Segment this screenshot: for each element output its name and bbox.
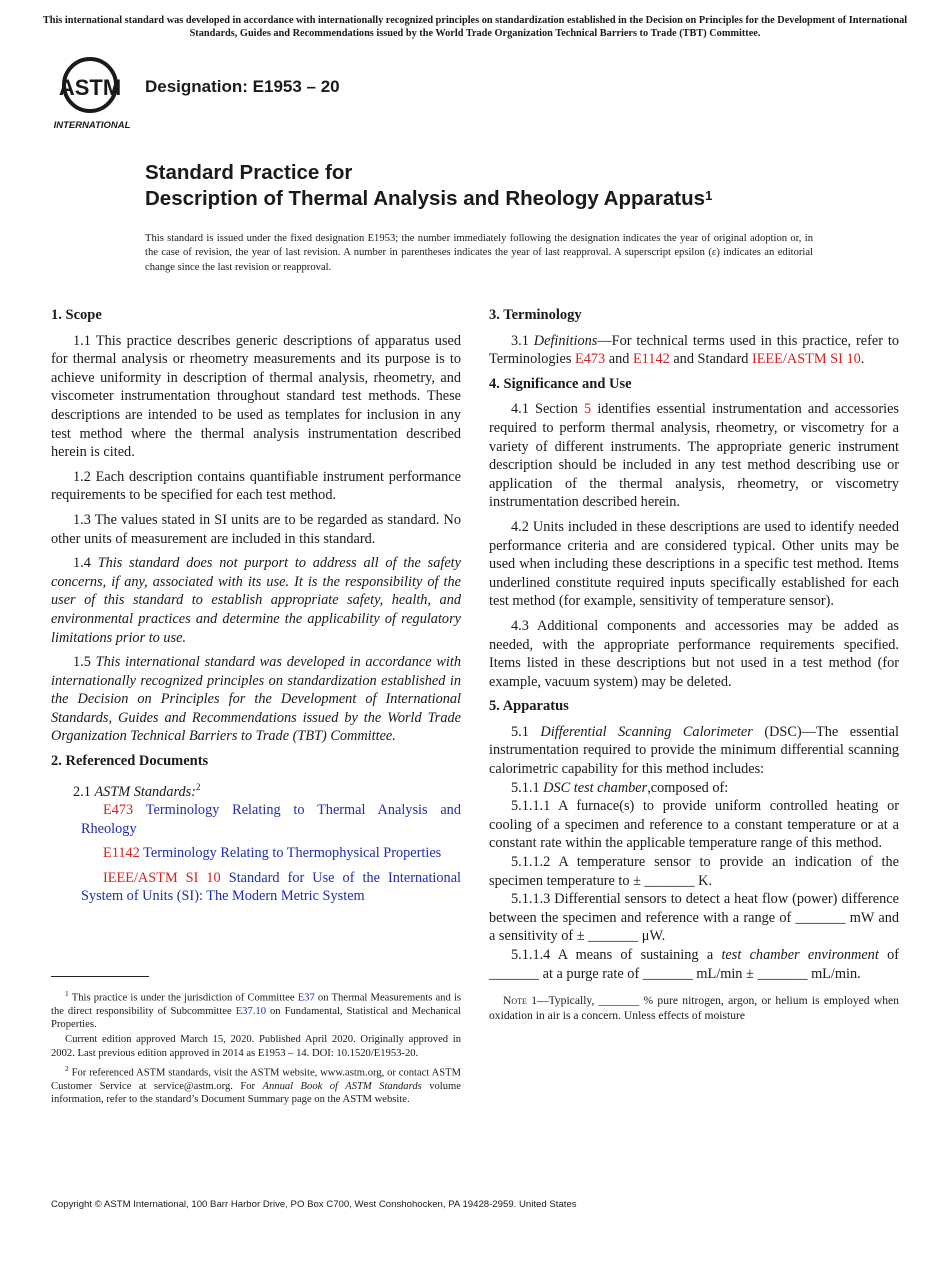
ref-title[interactable]: Terminology Relating to Thermophysical Properties bbox=[143, 845, 442, 862]
para-5-1-1-3: 5.1.1.3 Differential sensors to detect a heat flow (power) difference between the specimen and reference with a range of _______ mW and a sensitivity of ± _______ μW. bbox=[489, 891, 899, 945]
para-1-5-num: 1.5 bbox=[73, 654, 96, 671]
footnotes bbox=[51, 987, 461, 1108]
astm-logo bbox=[52, 55, 136, 133]
para-4-1-text-b: identifies essential instrumentation and accessories required to perform thermal analysis, rheometry, or viscometry for a variety of different instruments. The appropriate generic instrument description should be included in any test method describing use or application of the thermal analysis, rheometry, or viscometry instrumentation described herein. bbox=[489, 401, 899, 511]
para-1-4-text: This standard does not purport to address all of the safety concerns, if any, associated with its use. It is the responsibility of the user of this standard to establish appropriate safety, health, and environmental practices and determine the applicability of regulatory limitations prior to use. bbox=[51, 555, 461, 646]
para-4-1-text-a: 4.1 Section bbox=[511, 401, 585, 418]
para-2-1 bbox=[51, 778, 461, 801]
para-1-3: 1.3 The values stated in SI units are to be regarded as standard. No other units of measurement are included in this standard. bbox=[51, 511, 461, 547]
ref-title[interactable]: Terminology Relating to Thermal Analysis and Rheology bbox=[81, 802, 461, 837]
section-4-heading: 4. Significance and Use bbox=[489, 375, 632, 392]
link-si10[interactable]: IEEE/ASTM SI 10 bbox=[751, 351, 861, 368]
ref-title[interactable]: Standard for Use of the International System of Units (SI): The Modern Metric System bbox=[81, 869, 462, 905]
chamber-environment-term: test chamber environment bbox=[721, 947, 879, 963]
footnote-1-text-b: on Thermal Measurements and is the direct responsibility of Subcommittee bbox=[51, 992, 462, 1017]
footnote-1 bbox=[51, 987, 461, 1031]
copyright-line: Copyright © ASTM International, 100 Barr Harbor Drive, PO Box C700, West Conshohocken, PA 19428-2959. United States bbox=[51, 1199, 577, 1210]
section-5-heading: 5. Apparatus bbox=[489, 698, 569, 715]
title-line-2 bbox=[145, 186, 712, 212]
footnote-1-text-a: This practice is under the jurisdiction of Committee bbox=[71, 992, 298, 1004]
para-5-1-1 bbox=[489, 779, 899, 798]
section-2-heading: 2. Referenced Documents bbox=[51, 753, 209, 770]
link-section-5[interactable]: 5 bbox=[584, 401, 592, 418]
para-5-1-num: 5.1 bbox=[511, 723, 541, 740]
footnote-2-num: 2 bbox=[65, 1064, 69, 1074]
para-1-2: 1.2 Each description contains quantifiable instrument performance requirements to be specified for each test method. bbox=[51, 468, 461, 504]
para-4-2: 4.2 Units included in these descriptions are used to identify needed performance criteria and are considered typical. Other units may be used when including these descriptions in a specific test method. Items underlined constitute required inputs specifically established for each test method (for example, sensitivity of temperature sensor). bbox=[489, 518, 899, 610]
reference-si10[interactable] bbox=[51, 869, 461, 906]
footnote-ref-2: 2 bbox=[196, 781, 201, 792]
definitions-term: Definitions bbox=[533, 332, 598, 349]
link-e473[interactable]: E473 bbox=[574, 351, 606, 368]
para-5-1-1-4 bbox=[489, 946, 899, 983]
para-4-1 bbox=[489, 400, 899, 512]
left-column bbox=[51, 306, 461, 912]
para-3-1-num: 3.1 bbox=[511, 332, 534, 349]
footnote-2-italic: Annual Book of ASTM Standards bbox=[262, 1080, 422, 1092]
edition-info: Current edition approved March 15, 2020. Published April 2020. Originally approved in 2002. Last previous edition approved in 2014 as E1953 – 14. DOI: 10.1520/E1953-20. bbox=[51, 1034, 461, 1059]
footnote-1-num: 1 bbox=[65, 989, 69, 998]
para-3-1-text-b: and bbox=[605, 351, 633, 368]
link-e1142[interactable]: E1142 bbox=[632, 351, 670, 368]
para-5-1 bbox=[489, 723, 899, 779]
dsc-term: Differential Scanning Calorimeter bbox=[540, 723, 753, 740]
note-1-text: —Typically, _______ % pure nitrogen, argon, or helium is employed when oxidation in air is a concern. Unless effects of moisture bbox=[489, 994, 899, 1023]
para-5-1-1-1: 5.1.1.1 A furnace(s) to provide uniform controlled heating or cooling of a specimen and reference to a constant temperature or at a constant rate within the applicable temperature range of this method. bbox=[489, 798, 899, 852]
footnote-2 bbox=[51, 1062, 461, 1106]
para-2-1-text: ASTM Standards: bbox=[94, 783, 196, 800]
reference-e1142[interactable] bbox=[51, 844, 461, 863]
logo-international: INTERNATIONAL bbox=[53, 120, 131, 131]
section-3-heading: 3. Terminology bbox=[489, 307, 582, 323]
para-3-1-text-a: —For technical terms used in this practice, refer to Terminologies bbox=[489, 332, 899, 368]
para-1-4 bbox=[51, 554, 461, 647]
para-3-1 bbox=[489, 332, 899, 369]
para-5-1-1-text: ,composed of: bbox=[647, 779, 729, 796]
para-5-1-1-num: 5.1.1 bbox=[511, 779, 544, 796]
para-1-1: 1.1 This practice describes generic descriptions of apparatus used for thermal analysis or rheometry measurements and its purpose is to achieve uniformity in description of thermal analysis, rheometry, and viscometer instrumentation throughout standard test methods. These descriptions are intended to be used as templates for inclusion in any test method where the thermal analysis instrumentation described herein is cited. bbox=[51, 332, 461, 461]
committee-link[interactable]: E37 bbox=[297, 992, 315, 1004]
note-1 bbox=[489, 993, 899, 1024]
international-standard-notice: This international standard was developed in accordance with internationally recognized principles on standardization established in the Decision on Principles for the Development of International Standards, Guides and Recommendations issued by the World Trade Organization Technical Barriers to Trade (TBT) Committee. bbox=[42, 15, 908, 39]
para-1-4-num: 1.4 bbox=[73, 555, 98, 572]
issued-statement: This standard is issued under the fixed designation E1953; the number immediately following the designation indicates the year of original adoption or, in the case of revision, the year of last revision. A number in parentheses indicates the year of last reapproval. A superscript epsilon (ε) indicates an editorial change since the last revision or reapproval. bbox=[145, 233, 813, 273]
ref-code[interactable]: E1142 bbox=[103, 845, 140, 862]
document-title bbox=[145, 160, 712, 212]
footnote-2-text-b: volume information, refer to the standard’s Document Summary page on the ASTM website. bbox=[51, 1080, 461, 1106]
right-column bbox=[489, 306, 899, 1024]
para-1-5 bbox=[51, 653, 461, 746]
para-1-5-text: This international standard was developed in accordance with internationally recognized principles on standardization established in the Decision on Principles for the Development of International Standards, Guides and Recommendations issued by the World Trade Organization Technical Barriers to Trade (TBT) Committee. bbox=[51, 654, 461, 745]
footnote-2-text-a: For referenced ASTM standards, visit the ASTM website, www.astm.org, or contact ASTM Customer Service at service@astm.org. For bbox=[51, 1067, 461, 1092]
footnote-1-text-c: on Fundamental, Statistical and Mechanical Properties. bbox=[51, 1005, 461, 1031]
designation: Designation: E1953 – 20 bbox=[145, 77, 340, 96]
para-3-1-text-c: and Standard bbox=[669, 351, 752, 368]
title-footnote-ref: 1 bbox=[705, 188, 713, 203]
ref-code[interactable]: IEEE/ASTM SI 10 bbox=[103, 869, 221, 886]
para-4-3: 4.3 Additional components and accessories may be added as needed, with the appropriate performance requirements specified. Items listed in these descriptions but not used in a test method (for example, vacuum system) may be deleted. bbox=[489, 617, 899, 690]
reference-e473[interactable] bbox=[51, 801, 461, 838]
title-line-1: Standard Practice for bbox=[145, 161, 353, 184]
note-1-label: Note 1 bbox=[503, 994, 537, 1008]
dsc-chamber-term: DSC test chamber bbox=[543, 779, 648, 796]
title-line-2-text: Description of Thermal Analysis and Rheology Apparatus bbox=[145, 187, 706, 210]
para-5-1-1-4-text-b: of _______ at a purge rate of _______ mL/min ± _______ mL/min. bbox=[489, 947, 899, 982]
logo-letters: ASTM bbox=[58, 75, 122, 100]
para-5-1-text: (DSC)—The essential instrumentation required to provide the minimum differential scanning calorimetric capability for this method includes: bbox=[489, 723, 899, 778]
para-2-1-num: 2.1 bbox=[73, 783, 95, 800]
section-1-heading: 1. Scope bbox=[51, 307, 102, 323]
footnote-divider bbox=[51, 976, 149, 977]
subcommittee-link[interactable]: E37.10 bbox=[235, 1005, 267, 1017]
para-5-1-1-2: 5.1.1.2 A temperature sensor to provide an indication of the specimen temperature to ± _______ K. bbox=[489, 854, 899, 889]
para-3-1-text-d: . bbox=[860, 351, 865, 368]
para-5-1-1-4-text-a: 5.1.1.4 A means of sustaining a bbox=[511, 947, 722, 963]
ref-code[interactable]: E473 bbox=[103, 802, 134, 819]
